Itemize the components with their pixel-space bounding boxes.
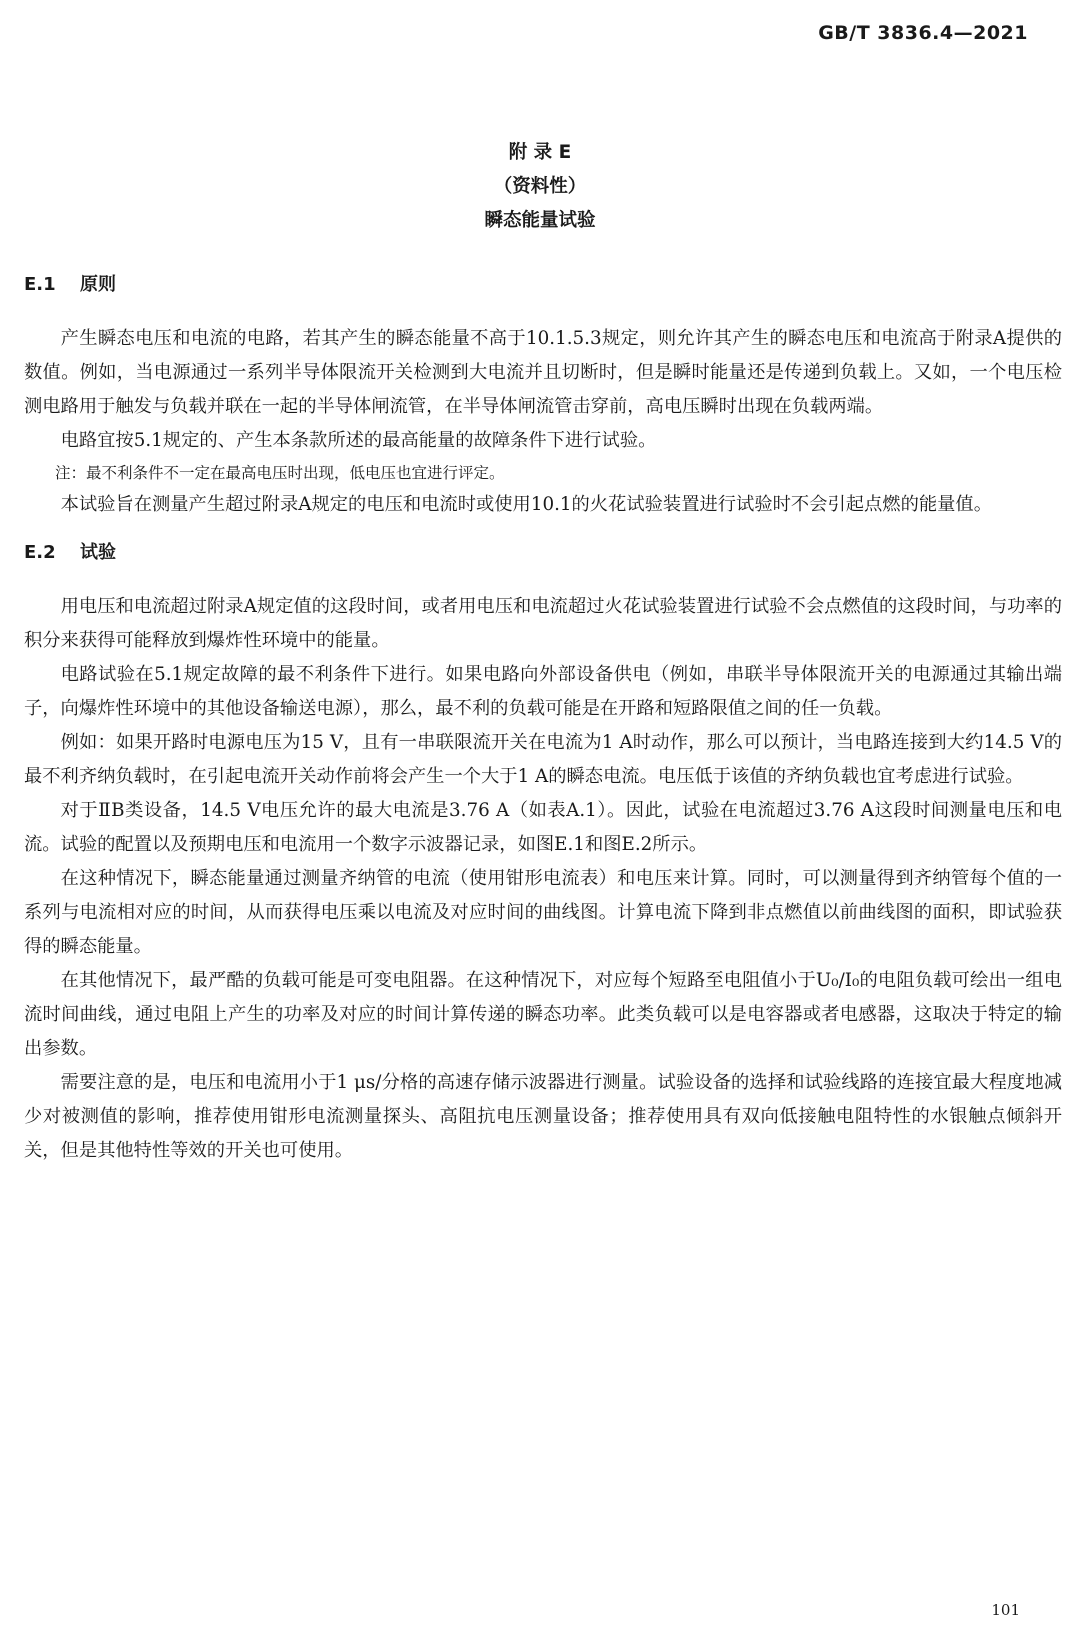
- paragraph: 产生瞬态电压和电流的电路，若其产生的瞬态能量不高于10.1.5.3规定，则允许其产生的瞬态电压和电流高于附录A提供的数值。例如，当电源通过一系列半导体限流开关检测到大电流并且切断时，但是瞬时能量还是传递到负载上。又如，一个电压检测电路用于触发与负载并联在一起的半导体闸流管，在半导体闸流管击穿前，高电压瞬时出现在负载两端。: [24, 328, 1062, 417]
- page-number: 101: [991, 1601, 1020, 1619]
- section-heading-e2: [24, 536, 1062, 576]
- paragraph: 需要注意的是，电压和电流用小于1 μs/分格的高速存储示波器进行测量。试验设备的选择和试验线路的连接宜最大程度地减少对被测值的影响，推荐使用钳形电流测量探头、高阻抗电压测量设备；推荐使用具有双向低接触电阻特性的水银触点倾斜开关，但是其他特性等效的开关也可使用。: [24, 1072, 1062, 1161]
- paragraph: 电路试验在5.1规定故障的最不利条件下进行。如果电路向外部设备供电（例如，串联半导体限流开关的电源通过其输出端子，向爆炸性环境中的其他设备输送电源），那么，最不利的负载可能是在开路和短路限值之间的任一负载。: [24, 664, 1062, 719]
- paragraph: 在其他情况下，最严酷的负载可能是可变电阻器。在这种情况下，对应每个短路至电阻值小于U₀/I₀的电阻负载可绘出一组电流时间曲线，通过电阻上产生的功率及对应的时间计算传递的瞬态功率。此类负载可以是电容器或者电感器，这取决于特定的输出参数。: [24, 970, 1062, 1059]
- document-body: [24, 268, 1062, 1168]
- paragraph: 用电压和电流超过附录A规定值的这段时间，或者用电压和电流超过火花试验装置进行试验不会点燃值的这段时间，与功率的积分来获得可能释放到爆炸性环境中的能量。: [24, 596, 1062, 651]
- paragraph: 对于ⅡB类设备，14.5 V电压允许的最大电流是3.76 A（如表A.1）。因此，试验在电流超过3.76 A这段时间测量电压和电流。试验的配置以及预期电压和电流用一个数字示波器记录，如图E.1和图E.2所示。: [24, 800, 1062, 855]
- annex-title: 附 录 E: [508, 142, 572, 163]
- paragraph: 例如：如果开路时电源电压为15 V，且有一串联限流开关在电流为1 A时动作，那么可以预计，当电路连接到大约14.5 V的最不利齐纳负载时，在引起电流开关动作前将会产生一个大于1 A的瞬态电流。电压低于该值的齐纳负载也宜考虑进行试验。: [24, 732, 1062, 787]
- section-title: 原则: [80, 274, 116, 295]
- section-number: E.2: [24, 542, 56, 563]
- section-heading-e1: [24, 268, 1062, 308]
- section-number: E.1: [24, 274, 56, 295]
- paragraph: 本试验旨在测量产生超过附录A规定的电压和电流时或使用10.1的火花试验装置进行试验时不会引起点燃的能量值。: [60, 494, 992, 515]
- annex-heading: [0, 136, 1080, 238]
- note: 注：最不利条件不一定在最高电压时出现，低电压也宜进行评定。: [55, 464, 505, 482]
- paragraph: 电路宜按5.1规定的、产生本条款所述的最高能量的故障条件下进行试验。: [60, 430, 657, 451]
- paragraph: 在这种情况下，瞬态能量通过测量齐纳管的电流（使用钳形电流表）和电压来计算。同时，可以测量得到齐纳管每个值的一系列与电流相对应的时间，从而获得电压乘以电流及对应时间的曲线图。计算电流下降到非点燃值以前曲线图的面积，即试验获得的瞬态能量。: [24, 868, 1062, 957]
- annex-name: 瞬态能量试验: [484, 210, 596, 231]
- section-title: 试验: [80, 542, 116, 563]
- annex-type: （资料性）: [493, 176, 587, 197]
- standard-code: GB/T 3836.4—2021: [818, 22, 1028, 44]
